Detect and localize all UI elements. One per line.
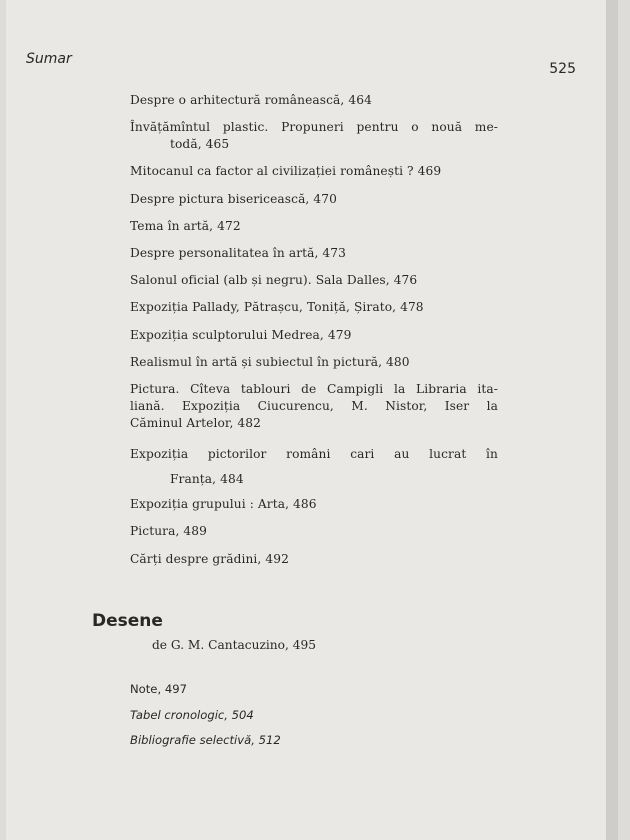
toc-entry-text: Mitocanul ca factor al civilizației românești ? 469 — [130, 164, 442, 179]
toc-entry — [130, 523, 498, 540]
toc-entry-text: Despre o arhitectură românească, 464 — [130, 93, 372, 107]
toc-word: în — [486, 447, 498, 462]
toc-entry-text: Expoziția Pallady, Pătrașcu, Toniță, Șirato, 478 — [130, 300, 424, 315]
book-page — [6, 0, 618, 840]
toc-word: au — [394, 447, 410, 462]
toc-word: cari — [350, 447, 375, 462]
toc-entry — [130, 218, 498, 235]
toc-entry — [130, 354, 498, 371]
section-subtitle: de G. M. Cantacuzino, 495 — [152, 638, 316, 652]
toc-entry-text: Căminul Artelor, 482 — [130, 415, 261, 430]
toc-entry — [130, 272, 498, 289]
toc-entry — [130, 381, 498, 432]
toc-entry — [130, 442, 498, 492]
toc-word: pictorilor — [207, 447, 267, 462]
table-of-contents — [130, 92, 498, 578]
toc-entry — [130, 92, 498, 109]
toc-entry — [130, 327, 498, 344]
toc-word: lucrat — [429, 447, 467, 462]
toc-entry-text: todă, 465 — [170, 137, 230, 152]
toc-entry-text: Învățămîntul plastic. Propuneri pentru o nouă me- — [130, 120, 498, 135]
back-matter-list — [130, 677, 281, 754]
toc-entry-text: liană. Expoziția Ciucurencu, M. Nistor, Iser la — [130, 398, 498, 413]
notes-entry: Note, 497 — [130, 682, 187, 696]
chronology-entry: Tabel cronologic, 504 — [130, 707, 254, 722]
toc-entry-text: Pictura. Cîteva tablouri de Campigli la Libraria ita- — [130, 381, 498, 396]
toc-entry-line — [130, 442, 498, 467]
toc-entry-text: Expoziția grupului : Arta, 486 — [130, 497, 317, 512]
bibliography-entry: Bibliografie selectivă, 512 — [130, 733, 281, 747]
toc-entry-text: Franța, 484 — [170, 472, 244, 487]
toc-entry-text: Expoziția sculptorului Medrea, 479 — [130, 327, 352, 342]
section-title: Desene — [92, 611, 163, 631]
toc-entry-text: Despre pictura bisericească, 470 — [130, 191, 337, 206]
page-edge — [606, 0, 618, 840]
running-title: Sumar — [26, 51, 72, 67]
toc-entry — [130, 191, 498, 208]
toc-entry-text: Despre personalitatea în artă, 473 — [130, 245, 346, 260]
toc-entry — [130, 163, 498, 180]
toc-entry-text: Pictura, 489 — [130, 524, 207, 539]
toc-entry — [130, 119, 498, 153]
toc-entry-text: Salonul oficial (alb și negru). Sala Dalles, 476 — [130, 273, 418, 288]
toc-word: români — [286, 447, 331, 462]
toc-entry — [130, 551, 498, 568]
page-number: 525 — [549, 61, 576, 77]
toc-entry-text: Tema în artă, 472 — [130, 218, 241, 233]
toc-entry-text: Realismul în artă și subiectul în pictură, 480 — [130, 354, 410, 369]
toc-entry — [130, 245, 498, 262]
toc-entry-text: Cărți despre grădini, 492 — [130, 551, 289, 566]
toc-entry — [130, 496, 498, 513]
toc-entry — [130, 299, 498, 316]
toc-word: Expoziția — [130, 447, 189, 462]
